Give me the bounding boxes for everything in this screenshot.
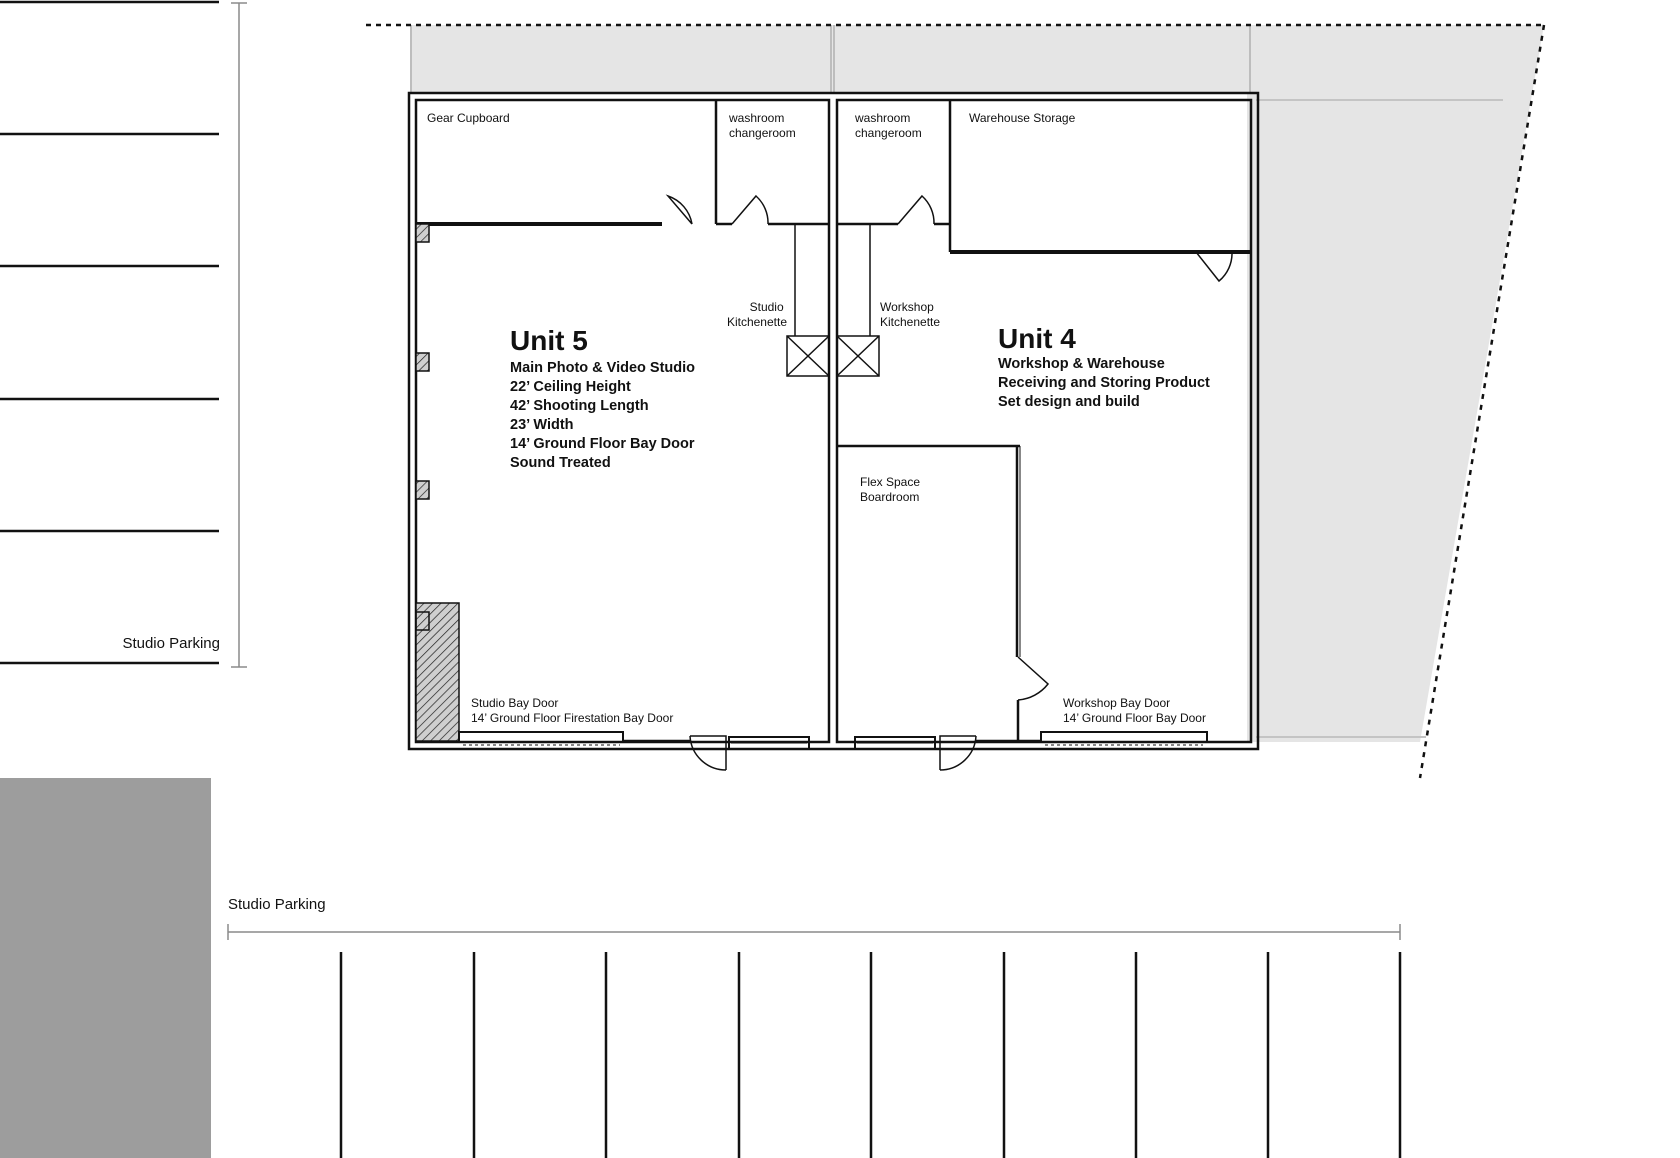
side-parking-dimension [231,3,247,667]
side-parking-stalls [0,2,219,663]
unit4-front-wall [855,732,1207,770]
parking-block [0,778,211,1158]
studio-kitchenette-box [787,336,829,376]
unit4-washroom-label: washroom changeroom [855,111,922,140]
unit5-washroom-label: washroom changeroom [729,111,796,140]
side-parking-label: Studio Parking [122,635,220,652]
door-swing [668,196,768,224]
bottom-parking-dimension [228,924,1400,940]
studio-bay-door-label: Studio Bay Door 14’ Ground Floor Firestation Bay Door [471,696,674,725]
workshop-kitchenette-label: Workshop Kitchenette [880,300,941,329]
warehouse-storage-label: Warehouse Storage [969,111,1076,125]
bottom-parking-label: Studio Parking [228,896,326,913]
unit4-details: Workshop & Warehouse Receiving and Storing Product Set design and build [998,356,1210,410]
unit5-details: Main Photo & Video Studio 22’ Ceiling Height 42’ Shooting Length 23’ Width 14’ Ground Floor Bay Door Sound Treated [510,360,696,471]
studio-kitchenette-label: Studio Kitchenette [726,300,787,329]
columns [416,224,459,741]
unit5-front-wall [459,732,809,770]
bottom-parking-stalls [341,952,1400,1158]
flex-space-label: Flex Space Boardroom [860,475,921,504]
workshop-kitchenette-box [837,336,879,376]
unit4-title: Unit 4 [998,323,1076,354]
door-swing [898,196,1232,281]
gear-cupboard-label: Gear Cupboard [427,111,510,125]
unit5-title: Unit 5 [510,325,588,356]
workshop-bay-door-label: Workshop Bay Door 14’ Ground Floor Bay Door [1063,696,1206,725]
